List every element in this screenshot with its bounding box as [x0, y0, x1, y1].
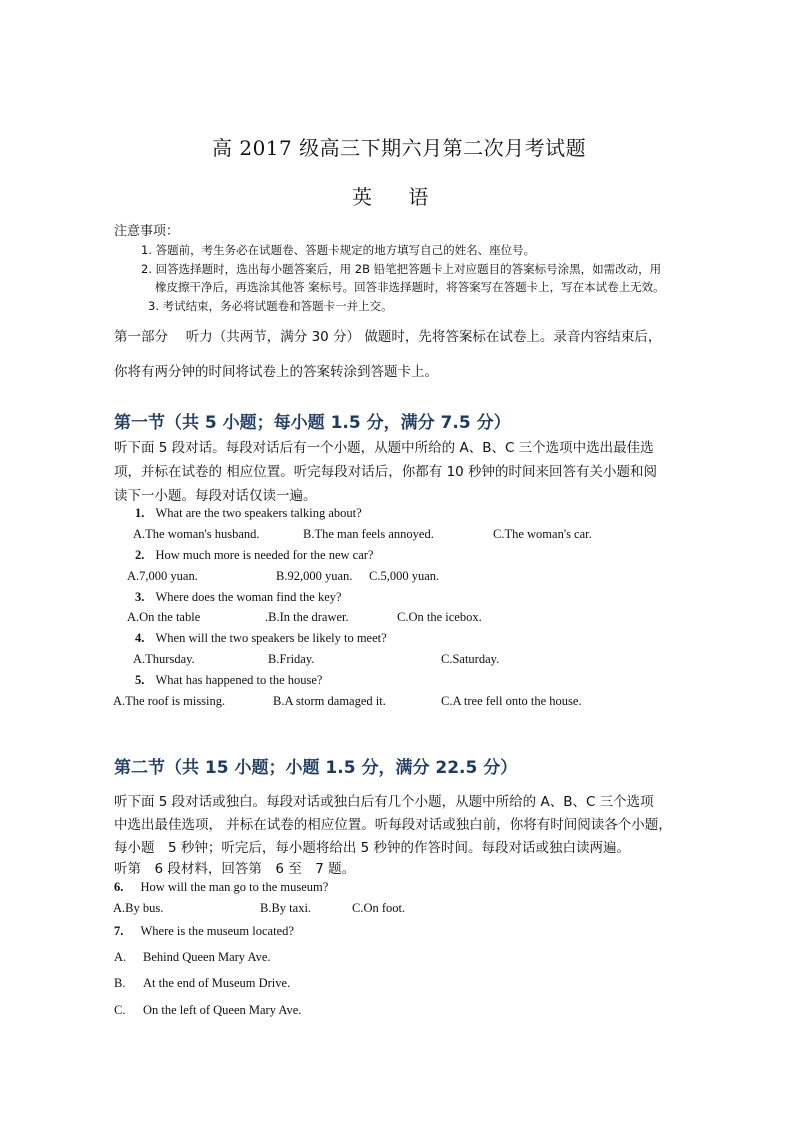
- q7-option-a: [114, 950, 271, 965]
- option-text: On the left of Queen Mary Ave.: [143, 1003, 302, 1017]
- part1-line-1: 第一部分 听力（共两节，满分 30 分） 做题时，先将答案标在试卷上。录音内容结束后，: [114, 329, 662, 345]
- question-number: 6.: [114, 880, 124, 894]
- question-number: 1.: [135, 506, 145, 520]
- notice-item-2-cont: 橡皮擦干净后，再选涂其他答 案标号。回答非选择题时，将答案写在答题卡上，写在本试卷上无效。: [155, 280, 665, 294]
- question-text: When will the two speakers be likely to meet?: [155, 631, 387, 645]
- q4-option-b: B.Friday.: [268, 652, 315, 666]
- q3-option-b: .B.In the drawer.: [265, 610, 349, 624]
- section1-intro-2: 项，并标在试卷的 相应位置。听完每段对话后，你都有 10 秒钟的时间来回答有关小题和阅: [114, 464, 658, 480]
- q3-option-c: C.On the icebox.: [397, 610, 482, 624]
- question-7: [114, 924, 294, 939]
- exam-title: 高 2017 级高三下期六月第二次月考试题: [212, 136, 587, 160]
- q4-option-a: A.Thursday.: [133, 652, 195, 666]
- section2-heading: 第二节（共 15 小题；小题 1.5 分，满分 22.5 分）: [114, 758, 518, 778]
- q5-option-a: A.The roof is missing.: [113, 694, 226, 708]
- question-text: How much more is needed for the new car?: [155, 548, 374, 562]
- q2-option-b: B.92,000 yuan.: [276, 569, 353, 583]
- option-label: C.: [114, 1003, 126, 1017]
- option-label: A.: [114, 950, 127, 964]
- question-3: [135, 590, 342, 605]
- question-1: [135, 506, 362, 521]
- question-text: Where does the woman find the key?: [155, 590, 342, 604]
- question-number: 2.: [135, 548, 145, 562]
- question-2: [135, 548, 373, 563]
- question-text: What are the two speakers talking about?: [155, 506, 362, 520]
- question-number: 7.: [114, 924, 124, 938]
- section2-intro-4: 听第 6 段材料，回答第 6 至 7 题。: [114, 861, 356, 877]
- question-text: How will the man go to the museum?: [140, 880, 329, 894]
- q2-option-a: A.7,000 yuan.: [127, 569, 198, 583]
- q4-option-c: C.Saturday.: [441, 652, 500, 666]
- q3-option-a: A.On the table: [127, 610, 201, 624]
- section2-intro-2: 中选出最佳选项， 并标在试卷的相应位置。听每段对话或独白前，你将有时间阅读各个小题，: [114, 817, 672, 833]
- question-number: 4.: [135, 631, 145, 645]
- q5-option-c: C.A tree fell onto the house.: [441, 694, 582, 708]
- notice-item-3: 3. 考试结束，务必将试题卷和答题卡一并上交。: [148, 299, 393, 313]
- question-number: 5.: [135, 673, 145, 687]
- section1-intro-1: 听下面 5 段对话。每段对话后有一个小题，从题中所给的 A、B、C 三个选项中选出最佳选: [114, 440, 654, 456]
- part1-line-2: 你将有两分钟的时间将试卷上的答案转涂到答题卡上。: [114, 364, 438, 380]
- question-text: Where is the museum located?: [140, 924, 294, 938]
- q7-option-b: [114, 976, 291, 991]
- question-4: [135, 631, 387, 646]
- notice-item-2: 2. 回答选择题时，选出每小题答案后，用 2B 铅笔把答题卡上对应题目的答案标号涂黑，如需改动，用: [141, 262, 662, 276]
- question-number: 3.: [135, 590, 145, 604]
- section2-intro-3: 每小题 5 秒钟；听完后，每小题将给出 5 秒钟的作答时间。每段对话或独白读两遍。: [114, 840, 631, 856]
- notice-item-1: 1. 答题前，考生务必在试题卷、答题卡规定的地方填写自己的姓名、座位号。: [141, 243, 536, 257]
- q6-option-b: B.By taxi.: [260, 901, 312, 915]
- question-text: What has happened to the house?: [155, 673, 323, 687]
- q1-option-c: C.The woman's car.: [493, 527, 592, 541]
- notice-heading: 注意事项：: [114, 224, 180, 239]
- q1-option-b: B.The man feels annoyed.: [303, 527, 434, 541]
- exam-subject: 英 语: [352, 185, 429, 209]
- option-label: B.: [114, 976, 126, 990]
- question-5: [135, 673, 322, 688]
- section1-heading: 第一节（共 5 小题；每小题 1.5 分，满分 7.5 分）: [114, 413, 511, 433]
- q1-option-a: A.The woman's husband.: [133, 527, 260, 541]
- q6-option-c: C.On foot.: [352, 901, 406, 915]
- q5-option-b: B.A storm damaged it.: [273, 694, 386, 708]
- q2-option-c: C.5,000 yuan.: [369, 569, 440, 583]
- section1-intro-3: 读下一小题。每段对话仅读一遍。: [114, 488, 317, 504]
- question-6: [114, 880, 328, 895]
- q7-option-c: [114, 1003, 302, 1018]
- option-text: At the end of Museum Drive.: [143, 976, 291, 990]
- q6-option-a: A.By bus.: [113, 901, 164, 915]
- section2-intro-1: 听下面 5 段对话或独白。每段对话或独白后有几个小题，从题中所给的 A、B、C 三个选项: [114, 794, 654, 810]
- option-text: Behind Queen Mary Ave.: [143, 950, 271, 964]
